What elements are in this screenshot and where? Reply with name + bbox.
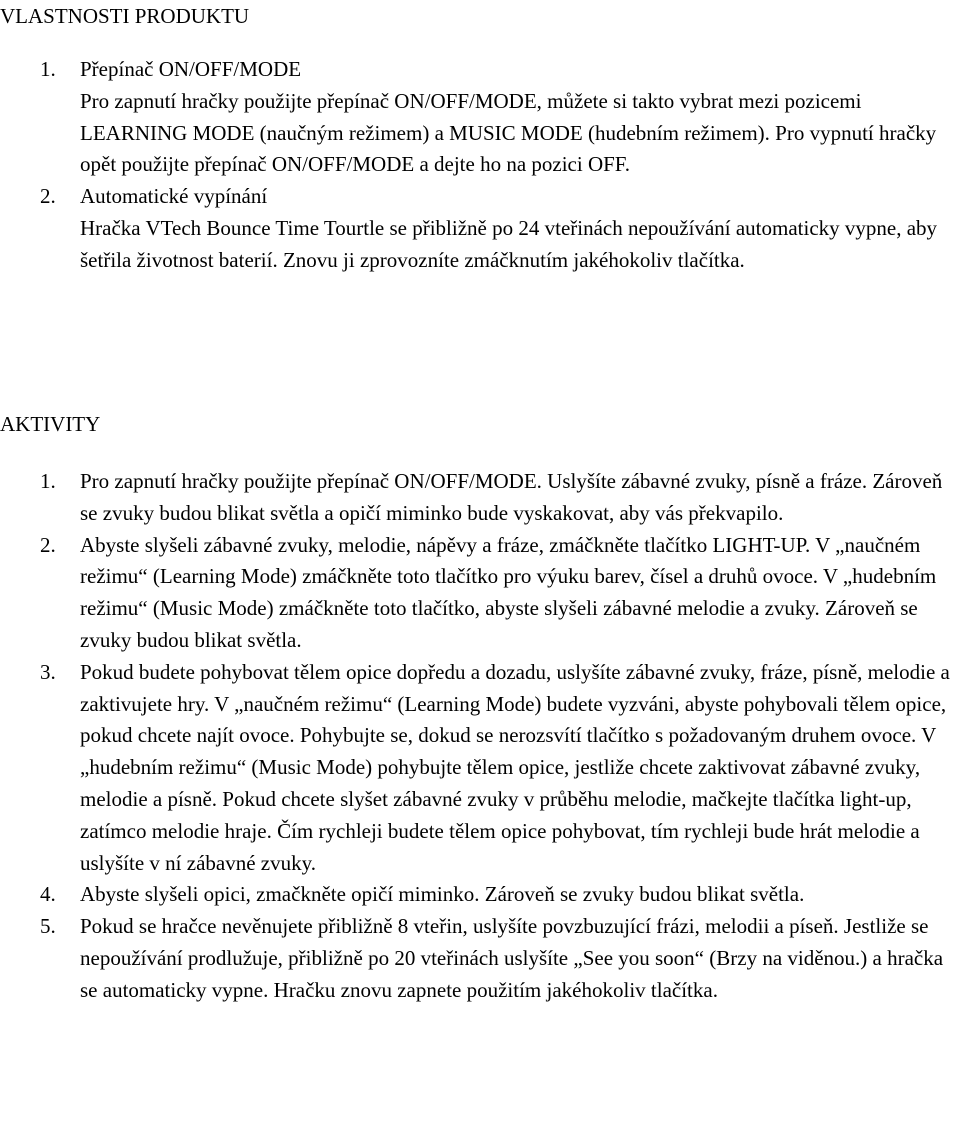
list-item-number: 5. <box>40 914 56 939</box>
section-title-activities: AKTIVITY <box>0 412 101 436</box>
list-item-title: Přepínač ON/OFF/MODE <box>80 57 302 81</box>
list-item <box>0 466 960 530</box>
list-item-text: Pokud se hračce nevěnujete přibližně 8 vteřin, uslyšíte povzbuzující frázi, melodii a píseň. Jestliže se nepoužívání prodlužuje, přibližně po 20 vteřinách uslyšíte „See you soon“ (Brzy na viděnou.) a hračka se automaticky vypne. Hračku znovu zapnete použitím jakéhokoliv tlačítka. <box>80 914 944 1002</box>
list-item-number: 4. <box>40 882 56 907</box>
list-item-number: 2. <box>40 184 56 209</box>
list-item-text: Hračka VTech Bounce Time Tourtle se přibližně po 24 vteřinách nepoužívání automaticky vypne, aby šetřila životnost baterií. Znovu ji zprovozníte zmáčknutím jakéhokoliv tlačítka. <box>80 215 938 272</box>
list-item-number: 2. <box>40 532 56 557</box>
activities-list <box>0 466 960 1007</box>
list-item <box>0 54 945 181</box>
list-item <box>0 181 945 276</box>
list-item <box>0 657 960 880</box>
list-item-text: Pro zapnutí hračky použijte přepínač ON/OFF/MODE. Uslyšíte zábavné zvuky, písně a fráze. Zároveň se zvuky budou blikat světla a opičí miminko bude vyskakovat, aby vás překvapilo. <box>80 469 943 525</box>
list-item-number: 3. <box>40 659 56 684</box>
list-item-text: Abyste slyšeli zábavné zvuky, melodie, nápěvy a fráze, zmáčkněte tlačítko LIGHT-UP. V „naučném režimu“ (Learning Mode) zmáčkněte toto tlačítko pro výuku barev, čísel a druhů ovoce. V „hudebním režimu“ (Music Mode) zmáčkněte toto tlačítko, abyste slyšeli zábavné melodie a zvuky. Zároveň se zvuky budou blikat světla. <box>80 532 937 652</box>
list-item-text: Pro zapnutí hračky použijte přepínač ON/OFF/MODE, můžete si takto vybrat mezi pozicemi LEARNING MODE (naučným režimem) a MUSIC MODE (hudebním režimem). Pro vypnutí hračky opět použijte přepínač ON/OFF/MODE a dejte ho na pozici OFF. <box>80 88 937 177</box>
list-item <box>0 911 960 1006</box>
list-item-text: Pokud budete pohybovat tělem opice dopředu a dozadu, uslyšíte zábavné zvuky, fráze, písně, melodie a zaktivujete hry. V „naučném režimu“ (Learning Mode) budete vyzváni, abyste pohybovali tělem opice, pokud chcete najít ovoce. Pohybujte se, dokud se nerozsvítí tlačítko s požadovaným druhem ovoce. V „hudebním režimu“ (Music Mode) pohybujte tělem opice, jestliže chcete zaktivovat zábavné zvuky, melodie a písně. Pokud chcete slyšet zábavné zvuky v průběhu melodie, mačkejte tlačítka light-up, zatímco melodie hraje. Čím rychleji budete tělem opice pohybovat, tím rychleji bude hrát melodie a uslyšíte v ní zábavné zvuky. <box>80 659 950 875</box>
list-item <box>0 879 960 911</box>
list-item-title: Automatické vypínání <box>80 184 268 209</box>
section-title-product-features: VLASTNOSTI PRODUKTU <box>0 4 250 28</box>
product-features-list <box>0 54 945 277</box>
list-item <box>0 530 960 657</box>
list-item-number: 1. <box>40 469 56 493</box>
list-item-text: Abyste slyšeli opici, zmačkněte opičí miminko. Zároveň se zvuky budou blikat světla. <box>80 882 805 907</box>
list-item-number: 1. <box>40 57 56 81</box>
